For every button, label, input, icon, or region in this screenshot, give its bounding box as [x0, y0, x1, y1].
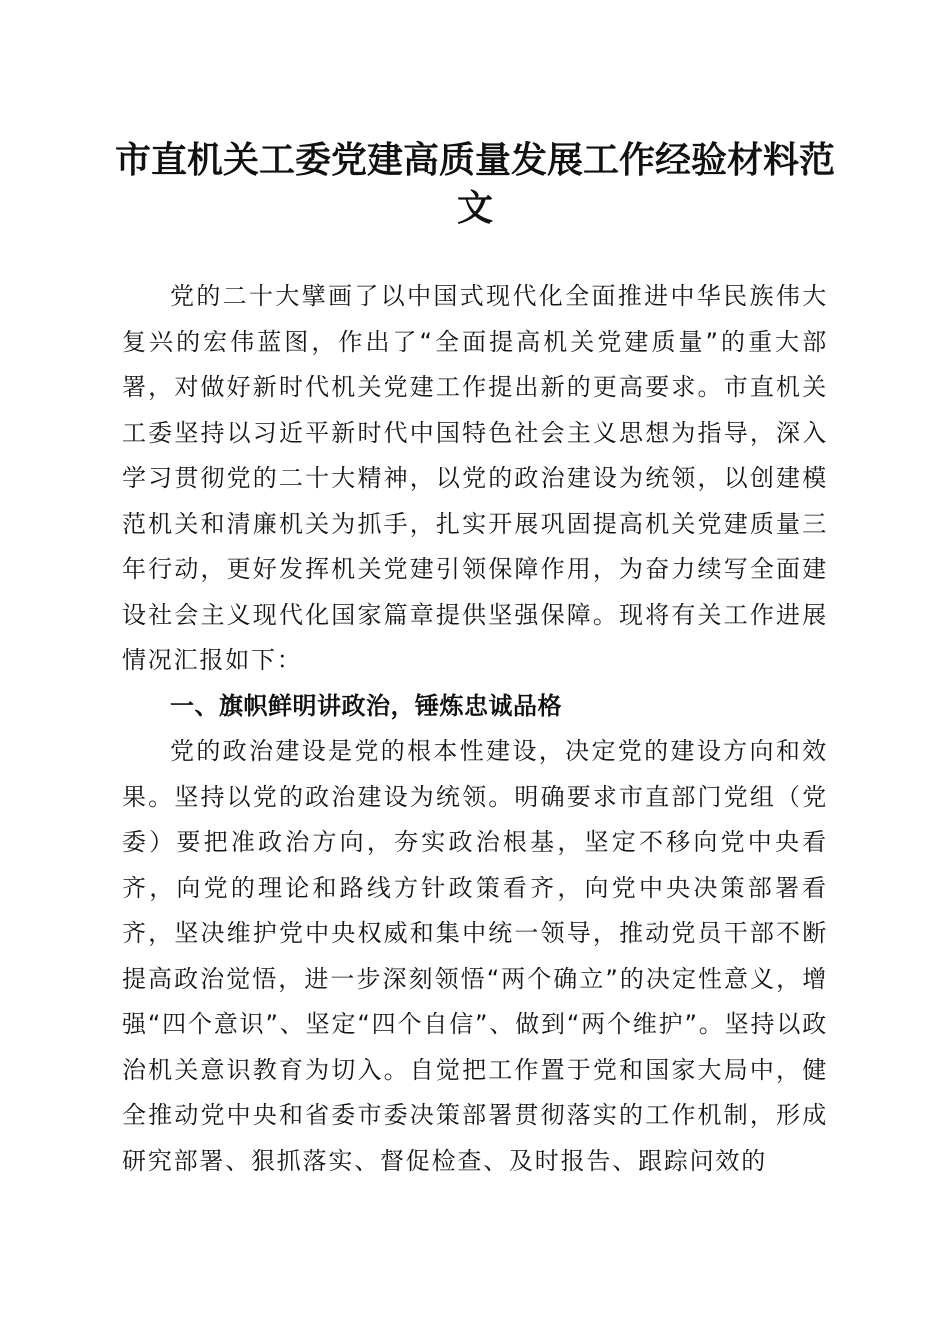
document-body — [122, 274, 828, 1184]
section-heading: 一、旗帜鲜明讲政治，锤炼忠诚品格 — [170, 691, 562, 720]
intro-paragraph: 党的二十大擘画了以中国式现代化全面推进中华民族伟大复兴的宏伟蓝图，作出了“全面提高机关党建质量”的重大部署，对做好新时代机关党建工作提出新的更高要求。市直机关工委坚持以习近平新时代中国特色社会主义思想为指导，深入学习贯彻党的二十大精神，以党的政治建设为统领，以创建模范机关和清廉机关为抓手，扎实开展巩固提高机关党建质量三年行动，更好发挥机关党建引领保障作用，为奋力续写全面建设社会主义现代化国家篇章提供坚强保障。现将有关工作进展情况汇报如下： — [122, 282, 828, 674]
section-paragraph: 党的政治建设是党的根本性建设，决定党的建设方向和效果。坚持以党的政治建设为统领。明确要求市直部门党组（党委）要把准政治方向，夯实政治根基，坚定不移向党中央看齐，向党的理论和路线方针政策看齐，向党中央决策部署看齐，坚决维护党中央权威和集中统一领导，推动党员干部不断提高政治觉悟，进一步深刻领悟“两个确立”的决定性意义，增强“四个意识”、坚定“四个自信”、做到“两个维护”。坚持以政治机关意识教育为切入。自觉把工作置于党和国家大局中，健全推动党中央和省委市委决策部署贯彻落实的工作机制，形成研究部署、狠抓落实、督促检查、及时报告、跟踪问效的 — [122, 737, 828, 1175]
document-title: 市直机关工委党建高质量发展工作经验材料范文 — [114, 139, 835, 229]
